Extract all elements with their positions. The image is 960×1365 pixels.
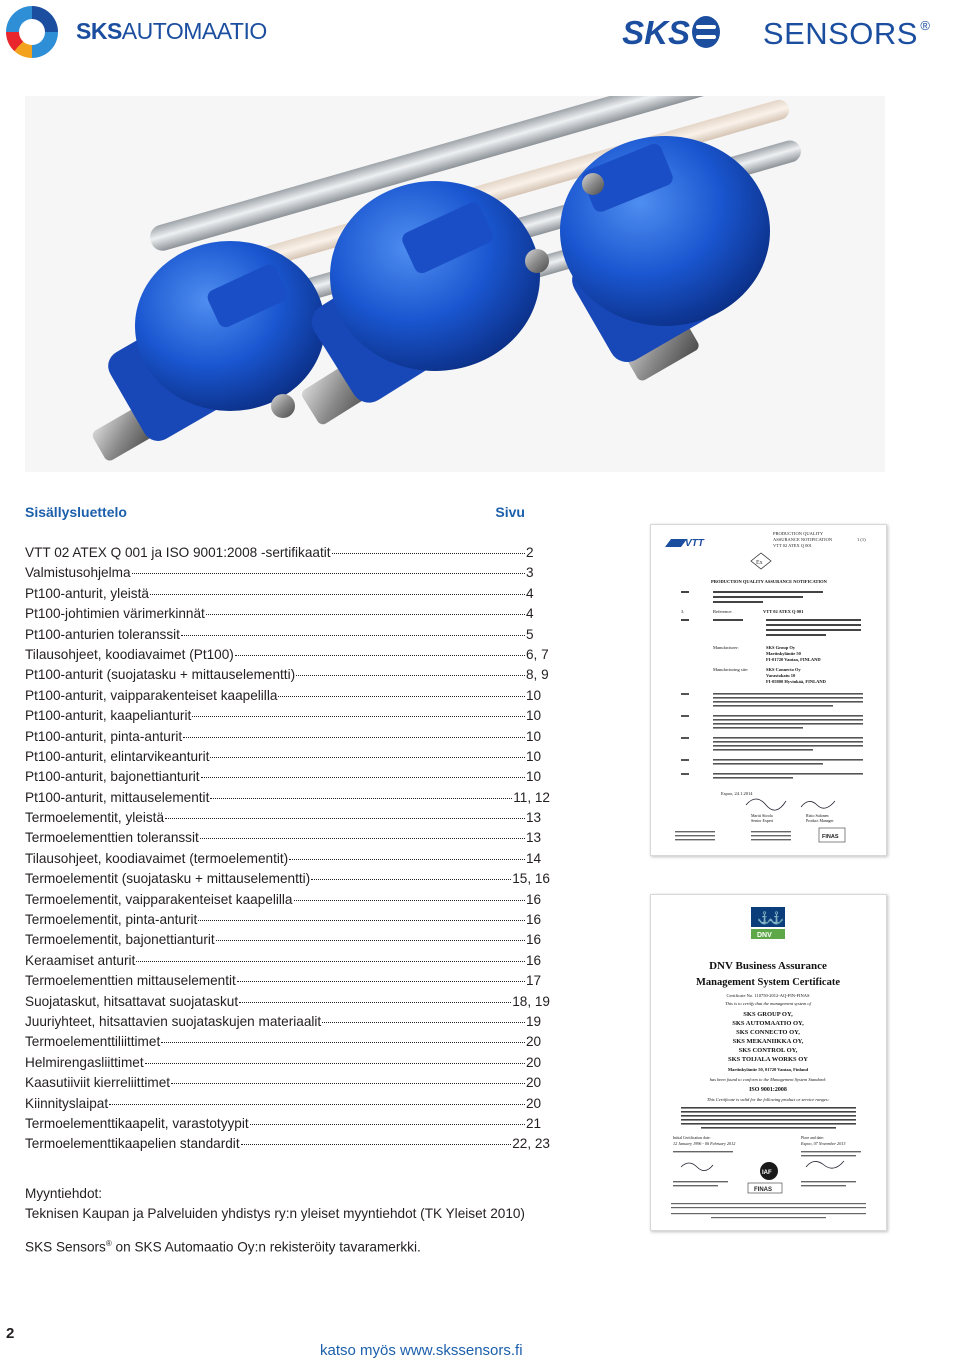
toc-item-label: Pt100-anturit, mittauselementit (25, 789, 210, 805)
vtt-page: 1 (1) (857, 537, 866, 542)
toc-item-label: Pt100-anturit, kaapelianturit (25, 708, 192, 724)
toc-leader (289, 859, 525, 860)
toc-leader (201, 777, 525, 778)
toc-item-label: Kiinnityslaipat (25, 1095, 109, 1111)
toc-leader (181, 635, 525, 636)
toc-item[interactable] (25, 992, 550, 1012)
toc-item-label: Termoelementtien toleranssit (25, 830, 199, 846)
toc-item-page: 6, 7 (526, 646, 549, 662)
toc-leader (165, 818, 525, 819)
sks-automaatio-wordmark: SKSAUTOMAATIO (76, 18, 267, 44)
toc-item[interactable] (25, 788, 550, 808)
dnv-company-6: SKS TOIJALA WORKS OY (727, 1056, 809, 1063)
toc-item[interactable] (25, 1032, 550, 1052)
toc-item[interactable] (25, 890, 550, 910)
toc-item[interactable] (25, 645, 550, 665)
toc-item-label: Pt100-anturit, vaipparakenteiset kaapelilla (25, 687, 278, 703)
toc-item[interactable] (25, 930, 550, 950)
toc-leader (183, 737, 525, 738)
toc-item-page: 16 (526, 952, 542, 968)
dnv-address: Martinkyläntie 50, 01720 Vantaa, Finland (727, 1067, 809, 1072)
toc-item-page: 11, 12 (513, 789, 550, 805)
vtt-site-address: Varastokatu 10 (766, 673, 796, 678)
vtt-signature-1 (746, 799, 786, 810)
svg-text:Reference:: Reference: (713, 609, 733, 614)
vtt-heading: PRODUCTION QUALITY ASSURANCE NOTIFICATION (711, 579, 827, 584)
dnv-logo-text: DNV (757, 932, 772, 939)
toc-item-label: Pt100-anturit, yleistä (25, 585, 149, 601)
vtt-title-line-2: ASSURANCE NOTIFICATION (773, 537, 833, 542)
toc-leader (235, 655, 525, 656)
sks-globe-icon (692, 16, 720, 48)
vtt-signer-1-title: Senior Expert (751, 818, 774, 823)
toc-item-page: 10 (526, 687, 542, 703)
trademark-reg: ® (105, 1239, 112, 1248)
vtt-manufacturer-address: Martinkyläntie 50 (766, 651, 801, 656)
dnv-initial-value: 12 January 1996 - 06 February 2012 (673, 1141, 736, 1146)
vtt-manufacturer-city: FI-01720 Vantaa, FINLAND (766, 657, 821, 662)
toc-item-label: Helmirengasliittimet (25, 1054, 144, 1070)
dnv-place-label: Place and date: (801, 1136, 824, 1140)
vtt-manufacturer: SKS Group Oy (766, 645, 796, 650)
toc-leader (171, 1083, 525, 1084)
toc-leader (237, 981, 525, 982)
toc-item-page: 17 (526, 973, 542, 989)
svg-text:⚓: ⚓ (757, 911, 772, 925)
toc-item-page: 16 (526, 932, 542, 948)
toc-item-page: 20 (526, 1034, 542, 1050)
iaf-logo (760, 1162, 778, 1180)
toc-item[interactable] (25, 727, 550, 747)
vtt-reference: VTT 02 ATEX Q 001 (763, 609, 804, 614)
toc-item-label: Pt100-anturit (suojatasku + mittauselementti) (25, 667, 296, 683)
toc-item[interactable] (25, 706, 550, 726)
toc-leader (150, 594, 525, 595)
dnv-title-2: Management System Certificate (695, 977, 841, 988)
toc-item[interactable] (25, 747, 550, 767)
toc-leader (241, 1144, 512, 1145)
toc-leader (278, 696, 525, 697)
toc-item-page: 20 (526, 1095, 542, 1111)
product-photo (25, 96, 885, 472)
sks-sensors-logo-bold: SKS (622, 14, 690, 51)
toc-item-label: Pt100-anturit, elintarvikeanturit (25, 748, 210, 764)
toc-item[interactable] (25, 665, 550, 685)
toc-item-page: 5 (526, 626, 534, 642)
toc-item[interactable] (25, 1114, 550, 1134)
toc-leader (192, 716, 525, 717)
toc-item-label: Termoelementit, bajonettianturit (25, 932, 215, 948)
vtt-site: SKS Connecto Oy (766, 667, 801, 672)
toc-leader (200, 838, 525, 839)
sks-automaatio-logo (6, 6, 267, 58)
toc-item-label: Termoelementit, vaipparakenteiset kaapelilla (25, 891, 293, 907)
dnv-company-4: SKS MEKANIIKKA OY, (732, 1038, 804, 1045)
dnv-audit-signature (681, 1163, 713, 1171)
temperature-sensors-illustration (25, 96, 885, 472)
toc-leader (161, 1042, 525, 1043)
trademark-notice (25, 1239, 585, 1255)
toc-item[interactable] (25, 1094, 550, 1114)
sks-sensors-logo (622, 14, 930, 54)
toc-leader (322, 1022, 525, 1023)
toc-item-page: 22, 23 (512, 1136, 550, 1152)
toc-item-label: Pt100-johtimien värimerkinnät (25, 606, 205, 622)
dnv-certificate-number: Certificate No. 110750-2012-AQ-FIN-FINAS (726, 993, 810, 998)
svg-text:3.: 3. (681, 609, 685, 614)
dnv-place-value: Espoo, 07 November 2013 (801, 1141, 846, 1146)
toc-item-label: Pt100-anturien toleranssit (25, 626, 180, 642)
toc-item[interactable] (25, 1073, 550, 1093)
toc-item[interactable] (25, 563, 550, 583)
svg-text:⚓: ⚓ (769, 911, 784, 925)
sales-terms-text: Teknisen Kaupan ja Palveluiden yhdistys ry:n yleiset myyntiehdot (TK Yleiset 2010) (25, 1206, 525, 1221)
toc-item[interactable] (25, 584, 550, 604)
toc-item[interactable] (25, 951, 550, 971)
finas-logo (819, 828, 845, 842)
trademark-brand: SKS Sensors (25, 1239, 106, 1255)
dnv-finas-text: FINAS (754, 1187, 772, 1193)
toc-page-heading: Sivu (495, 504, 525, 520)
toc-item-page: 3 (526, 565, 534, 581)
toc-item-label: Juuriyhteet, hitsattavien suojataskujen materiaalit (25, 1013, 322, 1029)
toc-leader (216, 940, 525, 941)
toc-item-page: 20 (526, 1075, 542, 1091)
vtt-logo-text: VTT (685, 538, 704, 549)
dnv-title-1: DNV Business Assurance (709, 960, 827, 972)
toc-item-page: 16 (526, 891, 542, 907)
toc-item[interactable] (25, 686, 550, 706)
toc-item[interactable] (25, 869, 550, 889)
toc-item-page: 10 (526, 769, 542, 785)
toc-item-page: 19 (526, 1013, 542, 1029)
toc-item-label: Termoelementit (suojatasku + mittauselementti) (25, 871, 311, 887)
toc-item-page: 4 (526, 606, 534, 622)
toc-item[interactable] (25, 625, 550, 645)
toc-heading-row (25, 504, 525, 522)
dnv-iso9001-certificate (650, 894, 887, 1231)
toc-leader (109, 1104, 525, 1105)
vtt-signer-2-title: Product Manager (806, 818, 834, 823)
toc-leader (206, 614, 525, 615)
toc-item[interactable] (25, 849, 550, 869)
trademark-text: on SKS Automaatio Oy:n rekisteröity tavaramerkki. (111, 1239, 421, 1255)
toc-item[interactable] (25, 543, 550, 563)
vtt-signer-1: Martti Siirola (751, 813, 773, 818)
toc-item-page: 4 (526, 585, 534, 601)
toc-item-label: VTT 02 ATEX Q 001 ja ISO 9001:2008 -sertifikaatit (25, 545, 331, 560)
toc-item-page: 10 (526, 728, 542, 744)
sales-terms-title: Myyntiehdot: (25, 1186, 103, 1201)
toc-item-label: Kaasutiiviit kierreliittimet (25, 1075, 171, 1091)
toc-leader (198, 920, 525, 921)
toc-leader (210, 798, 512, 799)
toc-item-page: 10 (526, 748, 542, 764)
toc-item-page: 2 (526, 545, 534, 560)
page-number: 2 (6, 1325, 15, 1342)
sales-terms (25, 1184, 585, 1224)
toc-item-page: 8, 9 (526, 667, 549, 683)
toc-leader (239, 1002, 511, 1003)
toc-item-label: Termoelementit, yleistä (25, 810, 165, 826)
table-of-contents (25, 543, 550, 1155)
vtt-title-line-3: VTT 02 ATEX Q 001 (773, 543, 812, 548)
toc-item[interactable] (25, 1012, 550, 1032)
toc-item[interactable] (25, 604, 550, 624)
sks-sensors-logo-text: SENSORS (762, 16, 918, 51)
toc-item-label: Suojataskut, hitsattavat suojataskut (25, 993, 239, 1009)
vtt-signature-2 (801, 801, 835, 808)
toc-leader (132, 573, 525, 574)
vtt-date: Espoo, 24.1.2014 (721, 791, 753, 796)
toc-item[interactable] (25, 828, 550, 848)
toc-item-page: 16 (526, 912, 542, 928)
dnv-company-5: SKS CONTROL OY, (738, 1047, 798, 1054)
svg-text:Manufacturer:: Manufacturer: (713, 645, 739, 650)
website-link[interactable]: katso myös www.skssensors.fi (320, 1342, 523, 1359)
registered-mark: ® (920, 18, 930, 33)
toc-item[interactable] (25, 1053, 550, 1073)
ex-mark-icon (751, 553, 771, 569)
toc-leader (296, 675, 525, 676)
toc-item-label: Termoelementtikaapelit, varastotyypit (25, 1115, 249, 1131)
toc-item-page: 20 (526, 1054, 542, 1070)
toc-item-label: Pt100-anturit, bajonettianturit (25, 769, 200, 785)
toc-item-page: 15, 16 (512, 871, 550, 887)
toc-item[interactable] (25, 1134, 550, 1154)
toc-leader (145, 1063, 525, 1064)
toc-item-label: Termoelementtikaapelien standardit (25, 1136, 240, 1152)
vtt-certificate-document (651, 525, 886, 855)
toc-item-label: Tilausohjeet, koodiavaimet (Pt100) (25, 646, 234, 662)
toc-item-page: 10 (526, 708, 542, 724)
toc-leader (332, 553, 525, 554)
toc-item-label: Keraamiset anturit (25, 952, 136, 968)
toc-item[interactable] (25, 971, 550, 991)
dnv-conform: has been found to conform to the Management System Standard: (709, 1077, 827, 1082)
toc-item[interactable] (25, 910, 550, 930)
toc-item-page: 14 (526, 850, 542, 866)
dnv-logo (751, 907, 785, 939)
toc-item[interactable] (25, 808, 550, 828)
iaf-logo-text: IAF (762, 1170, 772, 1176)
toc-heading: Sisällysluettelo (25, 504, 127, 520)
toc-item-label: Pt100-anturit, pinta-anturit (25, 728, 183, 744)
sks-automaatio-ring-icon (6, 6, 58, 58)
toc-item-page: 21 (526, 1115, 542, 1131)
toc-item-label: Tilausohjeet, koodiavaimet (termoelementit) (25, 850, 289, 866)
toc-leader (210, 757, 525, 758)
vtt-title-line-1: PRODUCTION QUALITY (773, 531, 824, 536)
vtt-site-city: FI-05800 Hyvinkää, FINLAND (766, 679, 826, 684)
toc-leader (250, 1124, 525, 1125)
vtt-signer-2: Risto Sulonen (806, 813, 829, 818)
dnv-initial-label: Initial Certification date: (673, 1136, 711, 1140)
dnv-company-1: SKS GROUP OY, (743, 1011, 793, 1018)
dnv-standard: ISO 9001:2008 (749, 1087, 787, 1093)
toc-item-page: 13 (526, 830, 542, 846)
vtt-logo (665, 538, 705, 549)
dnv-intro: This is to certify that the management system of (725, 1001, 811, 1006)
toc-item-label: Termoelementtiliittimet (25, 1034, 161, 1050)
toc-leader (136, 961, 525, 962)
svg-text:Manufacturing site:: Manufacturing site: (713, 667, 749, 672)
vtt-atex-certificate (650, 524, 887, 856)
dnv-signature (806, 1161, 844, 1168)
dnv-company-3: SKS CONNECTO OY, (736, 1029, 800, 1036)
svg-text:Ex: Ex (756, 560, 763, 566)
toc-item-label: Valmistusohjelma (25, 565, 131, 581)
toc-item-label: Termoelementit, pinta-anturit (25, 912, 198, 928)
dnv-finas-logo (748, 1183, 782, 1193)
toc-item-page: 18, 19 (512, 993, 550, 1009)
dnv-valid: This Certificate is valid for the following product or service ranges: (706, 1097, 830, 1102)
toc-item-label: Termoelementtien mittauselementit (25, 973, 236, 989)
dnv-certificate-document (651, 895, 886, 1230)
toc-item[interactable] (25, 767, 550, 787)
toc-leader (311, 879, 511, 880)
finas-logo-text: FINAS (822, 834, 839, 840)
toc-item-page: 13 (526, 810, 542, 826)
toc-leader (294, 900, 526, 901)
dnv-company-2: SKS AUTOMAATIO OY, (732, 1020, 804, 1027)
